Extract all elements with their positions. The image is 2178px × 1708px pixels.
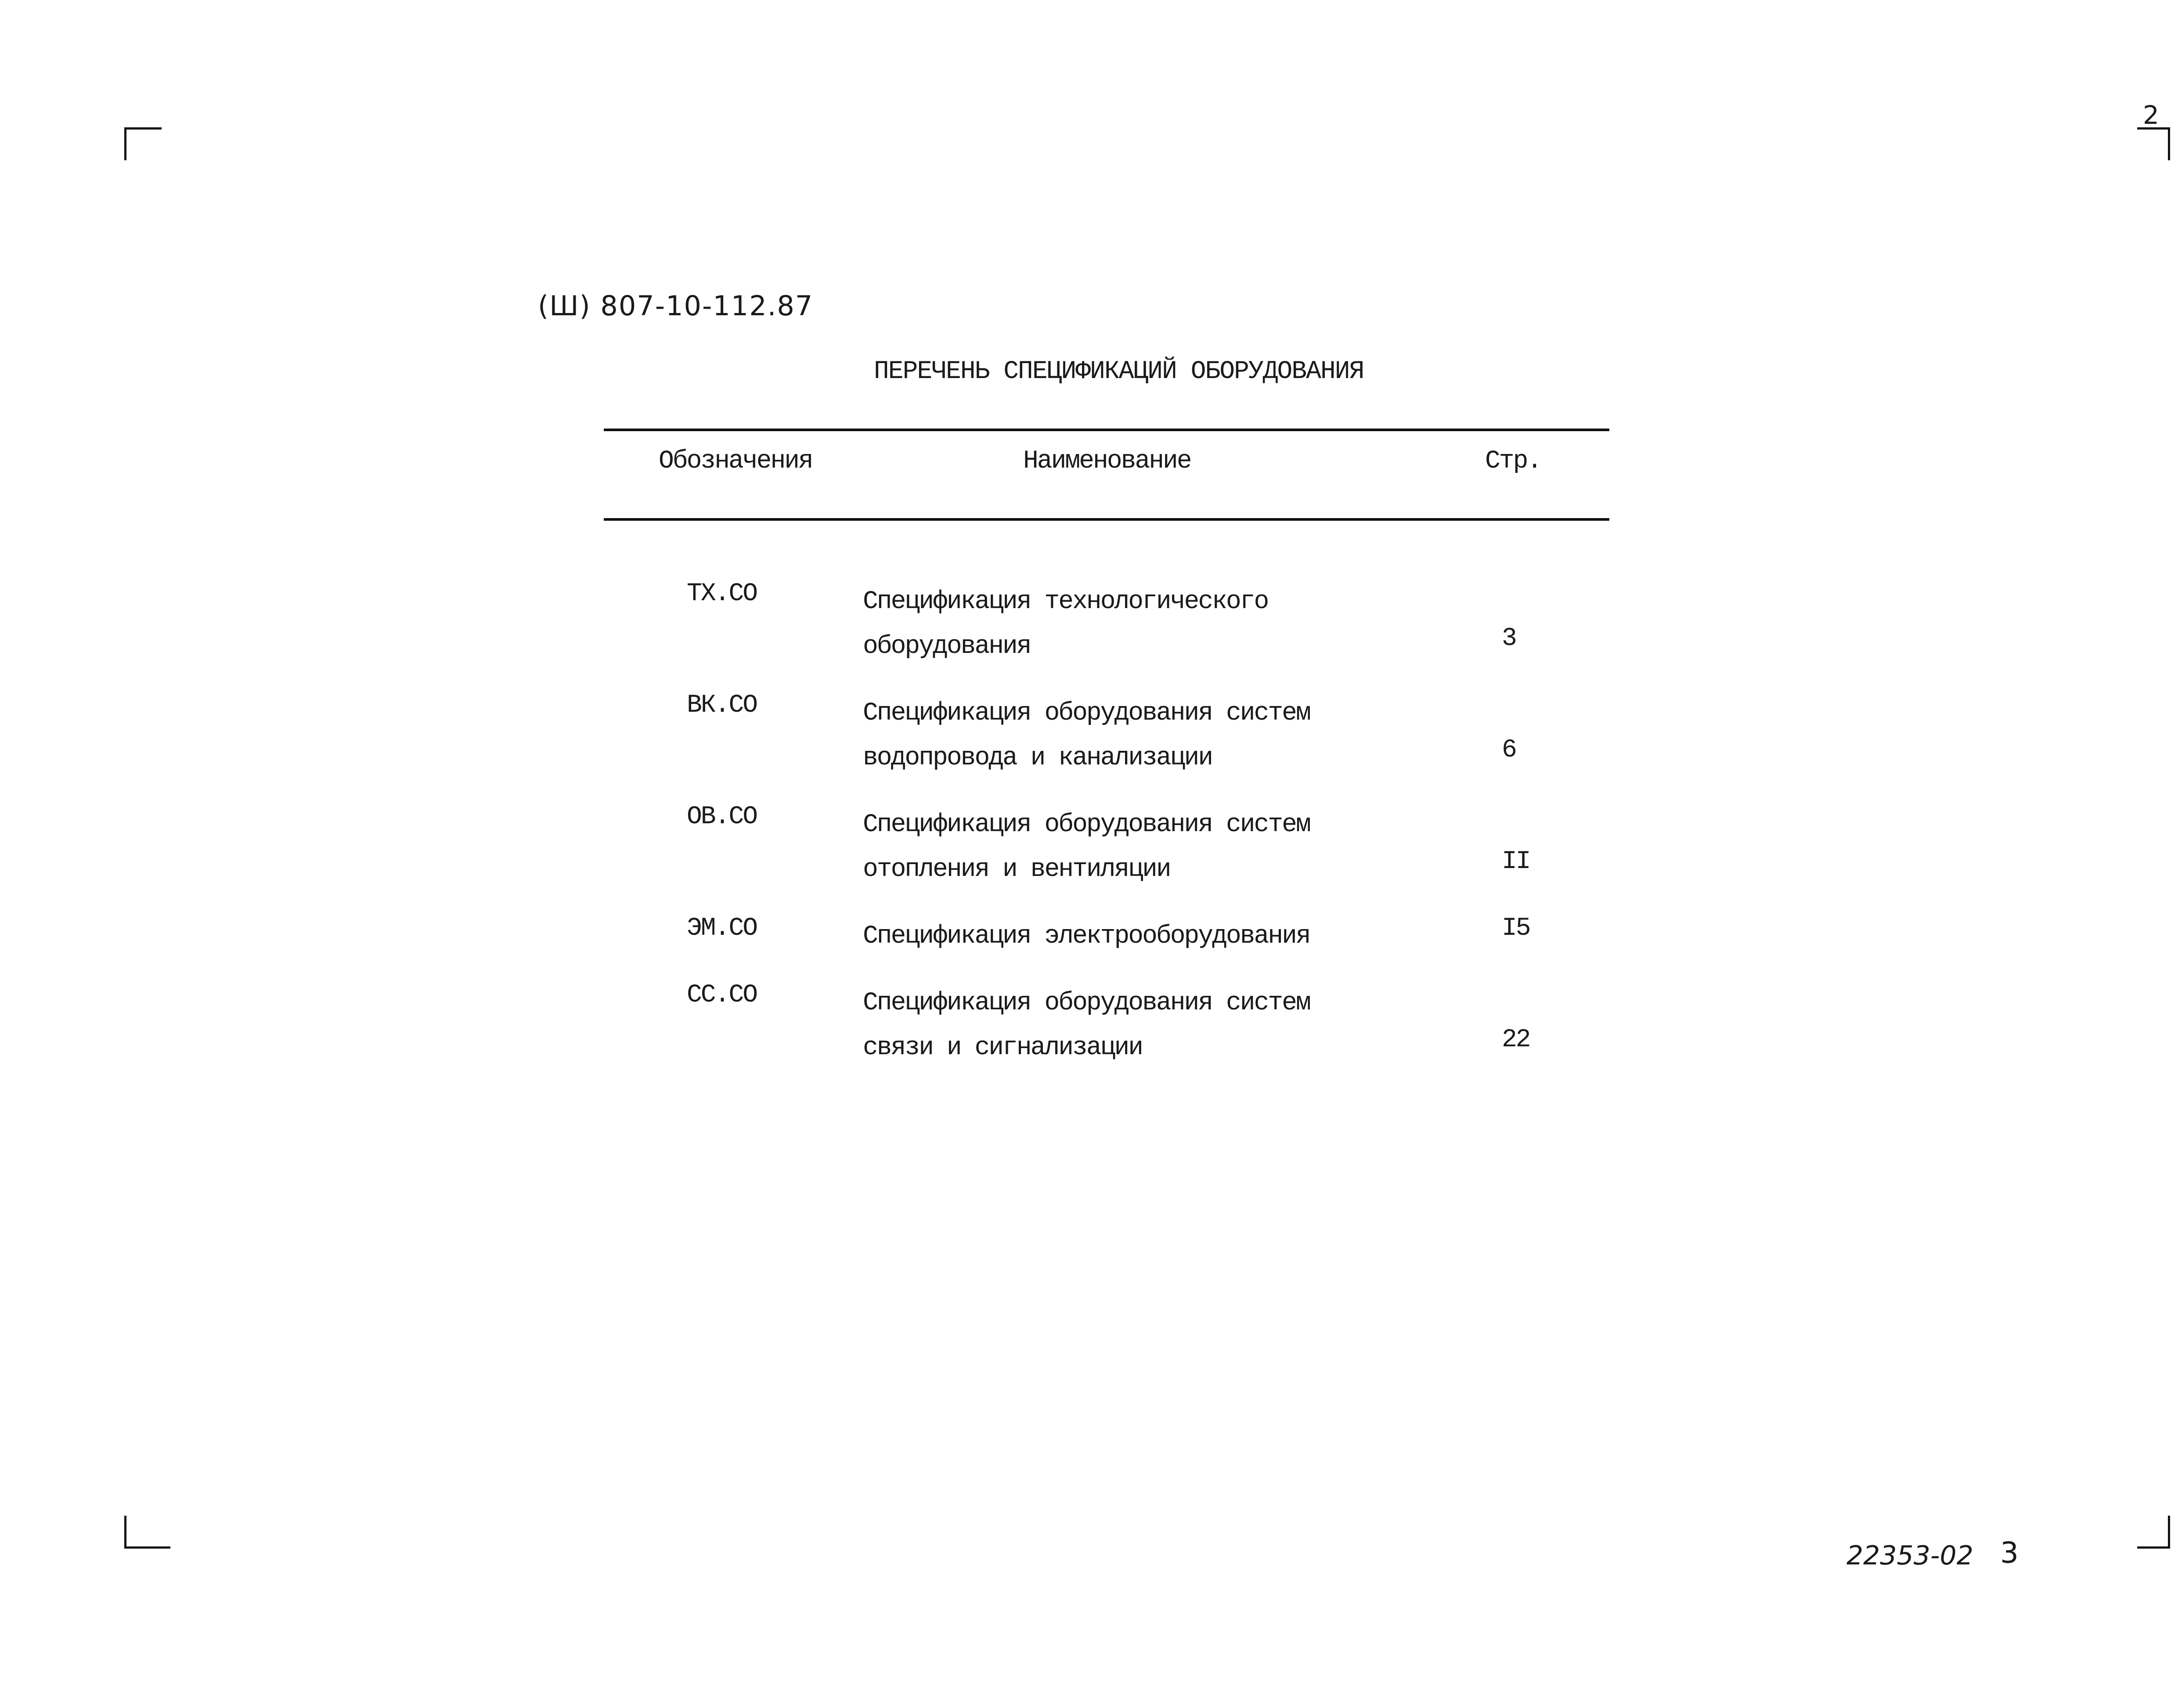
corner-mark-bottom-left — [124, 1516, 170, 1549]
row-name: Спецификация технологического оборудования — [863, 587, 1268, 661]
table-row — [0, 981, 2178, 1082]
row-designation: СС.СО — [687, 981, 757, 1009]
table-header-rule — [604, 518, 1609, 521]
document-code: (Ш) 807-10-112.87 — [538, 290, 814, 322]
row-page: 6 — [1502, 736, 1516, 764]
column-header-page: Стр. — [1485, 447, 1541, 476]
row-page: 22 — [1502, 1026, 1530, 1054]
table-row — [0, 803, 2178, 904]
row-designation: ВК.СО — [687, 691, 757, 720]
row-name: Спецификация оборудования систем водопровода и канализации — [863, 699, 1310, 772]
row-name: Спецификация оборудования систем связи и сигнализации — [863, 989, 1310, 1062]
row-designation: ОВ.СО — [687, 803, 757, 831]
row-name: Спецификация электрооборудования — [863, 922, 1310, 951]
row-page: 3 — [1502, 624, 1516, 653]
corner-mark-bottom-right — [2137, 1516, 2170, 1549]
inventory-number: 22353-02 — [1846, 1540, 1973, 1571]
column-header-name: Наименование — [1023, 447, 1191, 476]
row-page: II — [1502, 847, 1530, 876]
corner-mark-top-right — [2137, 127, 2170, 160]
table-row — [0, 580, 2178, 681]
row-name: Спецификация оборудования систем отопления и вентиляции — [863, 811, 1310, 884]
row-designation: ТХ.СО — [687, 580, 757, 608]
table-top-rule — [604, 429, 1609, 431]
sheet-number-top: 2 — [2143, 100, 2159, 130]
table-row — [0, 691, 2178, 792]
sheet-number-bottom: 3 — [2000, 1536, 2019, 1570]
column-header-designation: Обозначения — [659, 447, 812, 476]
row-page: I5 — [1502, 914, 1530, 943]
row-designation: ЭМ.СО — [687, 914, 757, 943]
document-title: ПЕРЕЧЕНЬ СПЕЦИФИКАЦИЙ ОБОРУДОВАНИЯ — [874, 357, 1364, 386]
corner-mark-top-left — [124, 127, 162, 160]
